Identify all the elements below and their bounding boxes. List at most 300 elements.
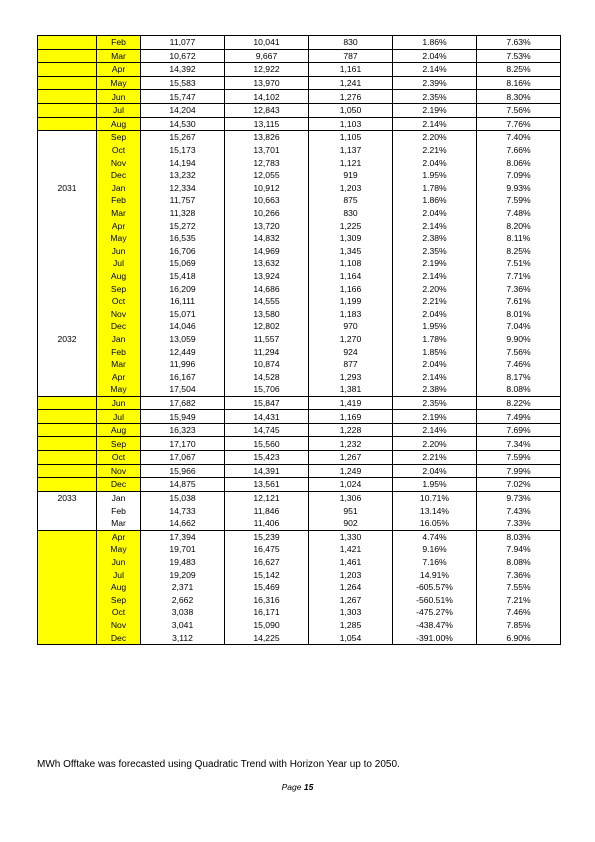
value-cell: 10,672 [141,49,225,63]
value-cell: 7.59% [477,451,561,465]
value-cell: 2.21% [393,451,477,465]
month-cell: Sep [97,437,141,451]
value-cell: 1,421 [309,543,393,556]
month-cell: May [97,232,141,245]
month-cell: Jun [97,396,141,410]
year-cell [38,245,97,258]
month-cell: Jul [97,103,141,117]
value-cell: 13,701 [225,144,309,157]
value-cell: 1,264 [309,581,393,594]
value-cell: 12,121 [225,491,309,504]
value-cell: 2.04% [393,307,477,320]
value-cell: -605.57% [393,581,477,594]
month-cell: Apr [97,370,141,383]
value-cell: 9.93% [477,182,561,195]
value-cell: 1,309 [309,232,393,245]
value-cell: 16.05% [393,517,477,530]
value-cell: 10,266 [225,207,309,220]
value-cell: 1,306 [309,491,393,504]
year-cell [38,383,97,396]
value-cell: 1.95% [393,169,477,182]
year-cell [38,219,97,232]
month-cell: Aug [97,117,141,131]
month-cell: Jul [97,410,141,424]
value-cell: 1,183 [309,307,393,320]
value-cell: 7.94% [477,543,561,556]
value-cell: 2.21% [393,295,477,308]
value-cell: 15,966 [141,464,225,478]
value-cell: 19,209 [141,568,225,581]
year-cell [38,194,97,207]
year-cell [38,156,97,169]
value-cell: 1,330 [309,530,393,543]
month-cell: Jul [97,257,141,270]
value-cell: 1,241 [309,76,393,90]
year-cell [38,103,97,117]
table-row [38,606,561,619]
table-row [38,491,561,504]
table-row [38,451,561,465]
value-cell: 2.38% [393,383,477,396]
value-cell: 11,557 [225,333,309,346]
month-cell: Mar [97,358,141,371]
value-cell: 11,328 [141,207,225,220]
month-cell: Apr [97,219,141,232]
value-cell: 2.21% [393,144,477,157]
value-cell: 16,209 [141,282,225,295]
value-cell: 2.14% [393,370,477,383]
value-cell: 7.02% [477,478,561,492]
value-cell: 8.30% [477,90,561,104]
value-cell: 2.14% [393,117,477,131]
year-cell [38,282,97,295]
value-cell: 1,199 [309,295,393,308]
month-cell: Nov [97,307,141,320]
value-cell: 7.36% [477,568,561,581]
value-cell: 14,530 [141,117,225,131]
value-cell: 14,875 [141,478,225,492]
year-cell [38,543,97,556]
month-cell: Sep [97,282,141,295]
value-cell: 7.46% [477,606,561,619]
value-cell: 11,757 [141,194,225,207]
month-cell: Aug [97,423,141,437]
value-cell: 7.34% [477,437,561,451]
table-row [38,530,561,543]
table-row [38,410,561,424]
value-cell: 15,038 [141,491,225,504]
value-cell: 1.86% [393,194,477,207]
table-row [38,568,561,581]
value-cell: 1,285 [309,619,393,632]
value-cell: 1,203 [309,568,393,581]
table-row [38,194,561,207]
page-number-value: 15 [303,782,314,792]
month-cell: Jun [97,556,141,569]
month-cell: Sep [97,594,141,607]
year-cell [38,358,97,371]
year-cell [38,345,97,358]
value-cell: 16,111 [141,295,225,308]
footnote: MWh Offtake was forecasted using Quadratic Trend with Horizon Year up to 2050. [37,759,400,770]
value-cell: 7.49% [477,410,561,424]
table-row [38,270,561,283]
value-cell: 924 [309,345,393,358]
month-cell: Jan [97,182,141,195]
value-cell: 1,103 [309,117,393,131]
value-cell: 830 [309,207,393,220]
value-cell: 8.03% [477,530,561,543]
value-cell: 15,272 [141,219,225,232]
value-cell: 16,316 [225,594,309,607]
value-cell: 11,846 [225,504,309,517]
year-cell [38,36,97,50]
value-cell: 14,392 [141,63,225,77]
value-cell: 7.51% [477,257,561,270]
year-cell [38,619,97,632]
value-cell: 16,627 [225,556,309,569]
value-cell: 3,038 [141,606,225,619]
value-cell: 1.95% [393,320,477,333]
value-cell: 8.16% [477,76,561,90]
value-cell: 15,423 [225,451,309,465]
value-cell: 15,469 [225,581,309,594]
table-row [38,245,561,258]
year-cell [38,396,97,410]
table-row [38,543,561,556]
year-cell [38,568,97,581]
year-cell [38,478,97,492]
year-cell [38,90,97,104]
value-cell: 1,267 [309,451,393,465]
value-cell: 14,969 [225,245,309,258]
year-cell [38,169,97,182]
value-cell: 10,663 [225,194,309,207]
table-row [38,49,561,63]
value-cell: 2.38% [393,232,477,245]
value-cell: 1,203 [309,182,393,195]
value-cell: 3,112 [141,631,225,644]
value-cell: 2.04% [393,358,477,371]
value-cell: 13,924 [225,270,309,283]
value-cell: 14,194 [141,156,225,169]
value-cell: 7.40% [477,131,561,144]
year-cell [38,307,97,320]
value-cell: 14,745 [225,423,309,437]
value-cell: 1,121 [309,156,393,169]
value-cell: 830 [309,36,393,50]
table-row [38,169,561,182]
value-cell: 7.99% [477,464,561,478]
value-cell: 1,228 [309,423,393,437]
month-cell: Mar [97,207,141,220]
value-cell: 7.76% [477,117,561,131]
value-cell: 8.22% [477,396,561,410]
value-cell: 902 [309,517,393,530]
value-cell: 12,334 [141,182,225,195]
year-cell [38,63,97,77]
forecast-table-body [38,36,561,645]
year-cell [38,606,97,619]
value-cell: 17,394 [141,530,225,543]
value-cell: 2.35% [393,90,477,104]
value-cell: 787 [309,49,393,63]
table-row [38,478,561,492]
value-cell: 877 [309,358,393,371]
value-cell: 1,169 [309,410,393,424]
value-cell: 1,276 [309,90,393,104]
table-row [38,631,561,644]
month-cell: Jan [97,333,141,346]
value-cell: 7.59% [477,194,561,207]
value-cell: 14,102 [225,90,309,104]
value-cell: 1,303 [309,606,393,619]
value-cell: -438.47% [393,619,477,632]
page-number [0,782,595,792]
value-cell: 2.20% [393,437,477,451]
forecast-table [37,35,561,645]
value-cell: 2,662 [141,594,225,607]
value-cell: 15,090 [225,619,309,632]
month-cell: Dec [97,320,141,333]
value-cell: 7.33% [477,517,561,530]
year-cell [38,270,97,283]
year-cell [38,49,97,63]
value-cell: 17,170 [141,437,225,451]
month-cell: Feb [97,36,141,50]
year-cell [38,631,97,644]
value-cell: 7.69% [477,423,561,437]
table-row [38,103,561,117]
value-cell: 9.73% [477,491,561,504]
table-row [38,345,561,358]
value-cell: 7.04% [477,320,561,333]
table-row [38,117,561,131]
value-cell: 2.20% [393,131,477,144]
year-cell [38,437,97,451]
month-cell: Feb [97,345,141,358]
value-cell: 15,583 [141,76,225,90]
year-cell [38,410,97,424]
month-cell: Mar [97,49,141,63]
value-cell: 19,483 [141,556,225,569]
month-cell: Feb [97,194,141,207]
table-row [38,383,561,396]
year-cell [38,370,97,383]
value-cell: 14,391 [225,464,309,478]
value-cell: 11,294 [225,345,309,358]
value-cell: 1,161 [309,63,393,77]
value-cell: 13,115 [225,117,309,131]
month-cell: Apr [97,530,141,543]
table-row [38,358,561,371]
table-row [38,556,561,569]
value-cell: 7.48% [477,207,561,220]
table-row [38,182,561,195]
value-cell: 15,142 [225,568,309,581]
value-cell: 2.35% [393,245,477,258]
year-cell [38,295,97,308]
value-cell: 14,686 [225,282,309,295]
value-cell: 16,706 [141,245,225,258]
table-row [38,131,561,144]
value-cell: 1,345 [309,245,393,258]
value-cell: 1,225 [309,219,393,232]
value-cell: 7.66% [477,144,561,157]
value-cell: 8.20% [477,219,561,232]
table-row [38,464,561,478]
year-cell [38,530,97,543]
month-cell: Nov [97,464,141,478]
value-cell: 10,912 [225,182,309,195]
value-cell: 1,105 [309,131,393,144]
month-cell: Aug [97,581,141,594]
value-cell: 7.63% [477,36,561,50]
table-row [38,396,561,410]
year-cell [38,556,97,569]
table-row [38,63,561,77]
value-cell: 1.78% [393,333,477,346]
value-cell: 919 [309,169,393,182]
value-cell: 9.90% [477,333,561,346]
value-cell: 1.95% [393,478,477,492]
value-cell: 14,733 [141,504,225,517]
value-cell: 8.25% [477,63,561,77]
value-cell: 17,682 [141,396,225,410]
value-cell: 15,173 [141,144,225,157]
value-cell: 14,431 [225,410,309,424]
value-cell: 13,720 [225,219,309,232]
month-cell: Nov [97,619,141,632]
value-cell: 14,204 [141,103,225,117]
month-cell: Oct [97,295,141,308]
value-cell: 15,069 [141,257,225,270]
year-cell [38,320,97,333]
value-cell: 1,024 [309,478,393,492]
year-cell [38,517,97,530]
value-cell: 13,826 [225,131,309,144]
value-cell: -560.51% [393,594,477,607]
value-cell: 15,071 [141,307,225,320]
table-row [38,581,561,594]
table-row [38,232,561,245]
year-cell [38,504,97,517]
value-cell: 7.55% [477,581,561,594]
value-cell: 2.04% [393,156,477,169]
value-cell: 7.09% [477,169,561,182]
value-cell: 10.71% [393,491,477,504]
value-cell: 10,041 [225,36,309,50]
value-cell: 4.74% [393,530,477,543]
year-cell [38,76,97,90]
value-cell: 1,164 [309,270,393,283]
table-row [38,295,561,308]
month-cell: May [97,76,141,90]
value-cell: 8.11% [477,232,561,245]
value-cell: 8.17% [477,370,561,383]
table-row [38,423,561,437]
table-row [38,207,561,220]
value-cell: 16,475 [225,543,309,556]
value-cell: 13.14% [393,504,477,517]
value-cell: 1,050 [309,103,393,117]
value-cell: 1,461 [309,556,393,569]
value-cell: 1,267 [309,594,393,607]
value-cell: -475.27% [393,606,477,619]
value-cell: 9.16% [393,543,477,556]
value-cell: 1,166 [309,282,393,295]
value-cell: 875 [309,194,393,207]
value-cell: 1,381 [309,383,393,396]
table-row [38,594,561,607]
value-cell: 16,167 [141,370,225,383]
month-cell: Jun [97,90,141,104]
value-cell: 2.19% [393,410,477,424]
year-cell [38,131,97,144]
value-cell: 7.36% [477,282,561,295]
value-cell: 12,922 [225,63,309,77]
value-cell: -391.00% [393,631,477,644]
value-cell: 3,041 [141,619,225,632]
table-row [38,370,561,383]
value-cell: 951 [309,504,393,517]
value-cell: 7.56% [477,103,561,117]
value-cell: 2.19% [393,257,477,270]
value-cell: 2.04% [393,207,477,220]
value-cell: 13,561 [225,478,309,492]
value-cell: 8.25% [477,245,561,258]
value-cell: 7.21% [477,594,561,607]
month-cell: Sep [97,131,141,144]
value-cell: 1,108 [309,257,393,270]
value-cell: 7.71% [477,270,561,283]
value-cell: 17,504 [141,383,225,396]
value-cell: 13,059 [141,333,225,346]
value-cell: 16,171 [225,606,309,619]
year-cell [38,464,97,478]
value-cell: 14,662 [141,517,225,530]
value-cell: 2.04% [393,49,477,63]
value-cell: 1,419 [309,396,393,410]
value-cell: 8.01% [477,307,561,320]
value-cell: 1,137 [309,144,393,157]
value-cell: 2.14% [393,270,477,283]
value-cell: 14,832 [225,232,309,245]
year-cell [38,423,97,437]
value-cell: 7.43% [477,504,561,517]
value-cell: 12,055 [225,169,309,182]
value-cell: 12,783 [225,156,309,169]
value-cell: 11,996 [141,358,225,371]
value-cell: 1.85% [393,345,477,358]
year-cell [38,581,97,594]
year-cell [38,257,97,270]
value-cell: 7.56% [477,345,561,358]
value-cell: 1,270 [309,333,393,346]
table-row [38,36,561,50]
month-cell: Dec [97,169,141,182]
table-row [38,320,561,333]
table-row [38,257,561,270]
value-cell: 15,706 [225,383,309,396]
value-cell: 12,843 [225,103,309,117]
value-cell: 15,949 [141,410,225,424]
value-cell: 1,293 [309,370,393,383]
value-cell: 14,225 [225,631,309,644]
value-cell: 970 [309,320,393,333]
month-cell: Aug [97,270,141,283]
table-row [38,282,561,295]
